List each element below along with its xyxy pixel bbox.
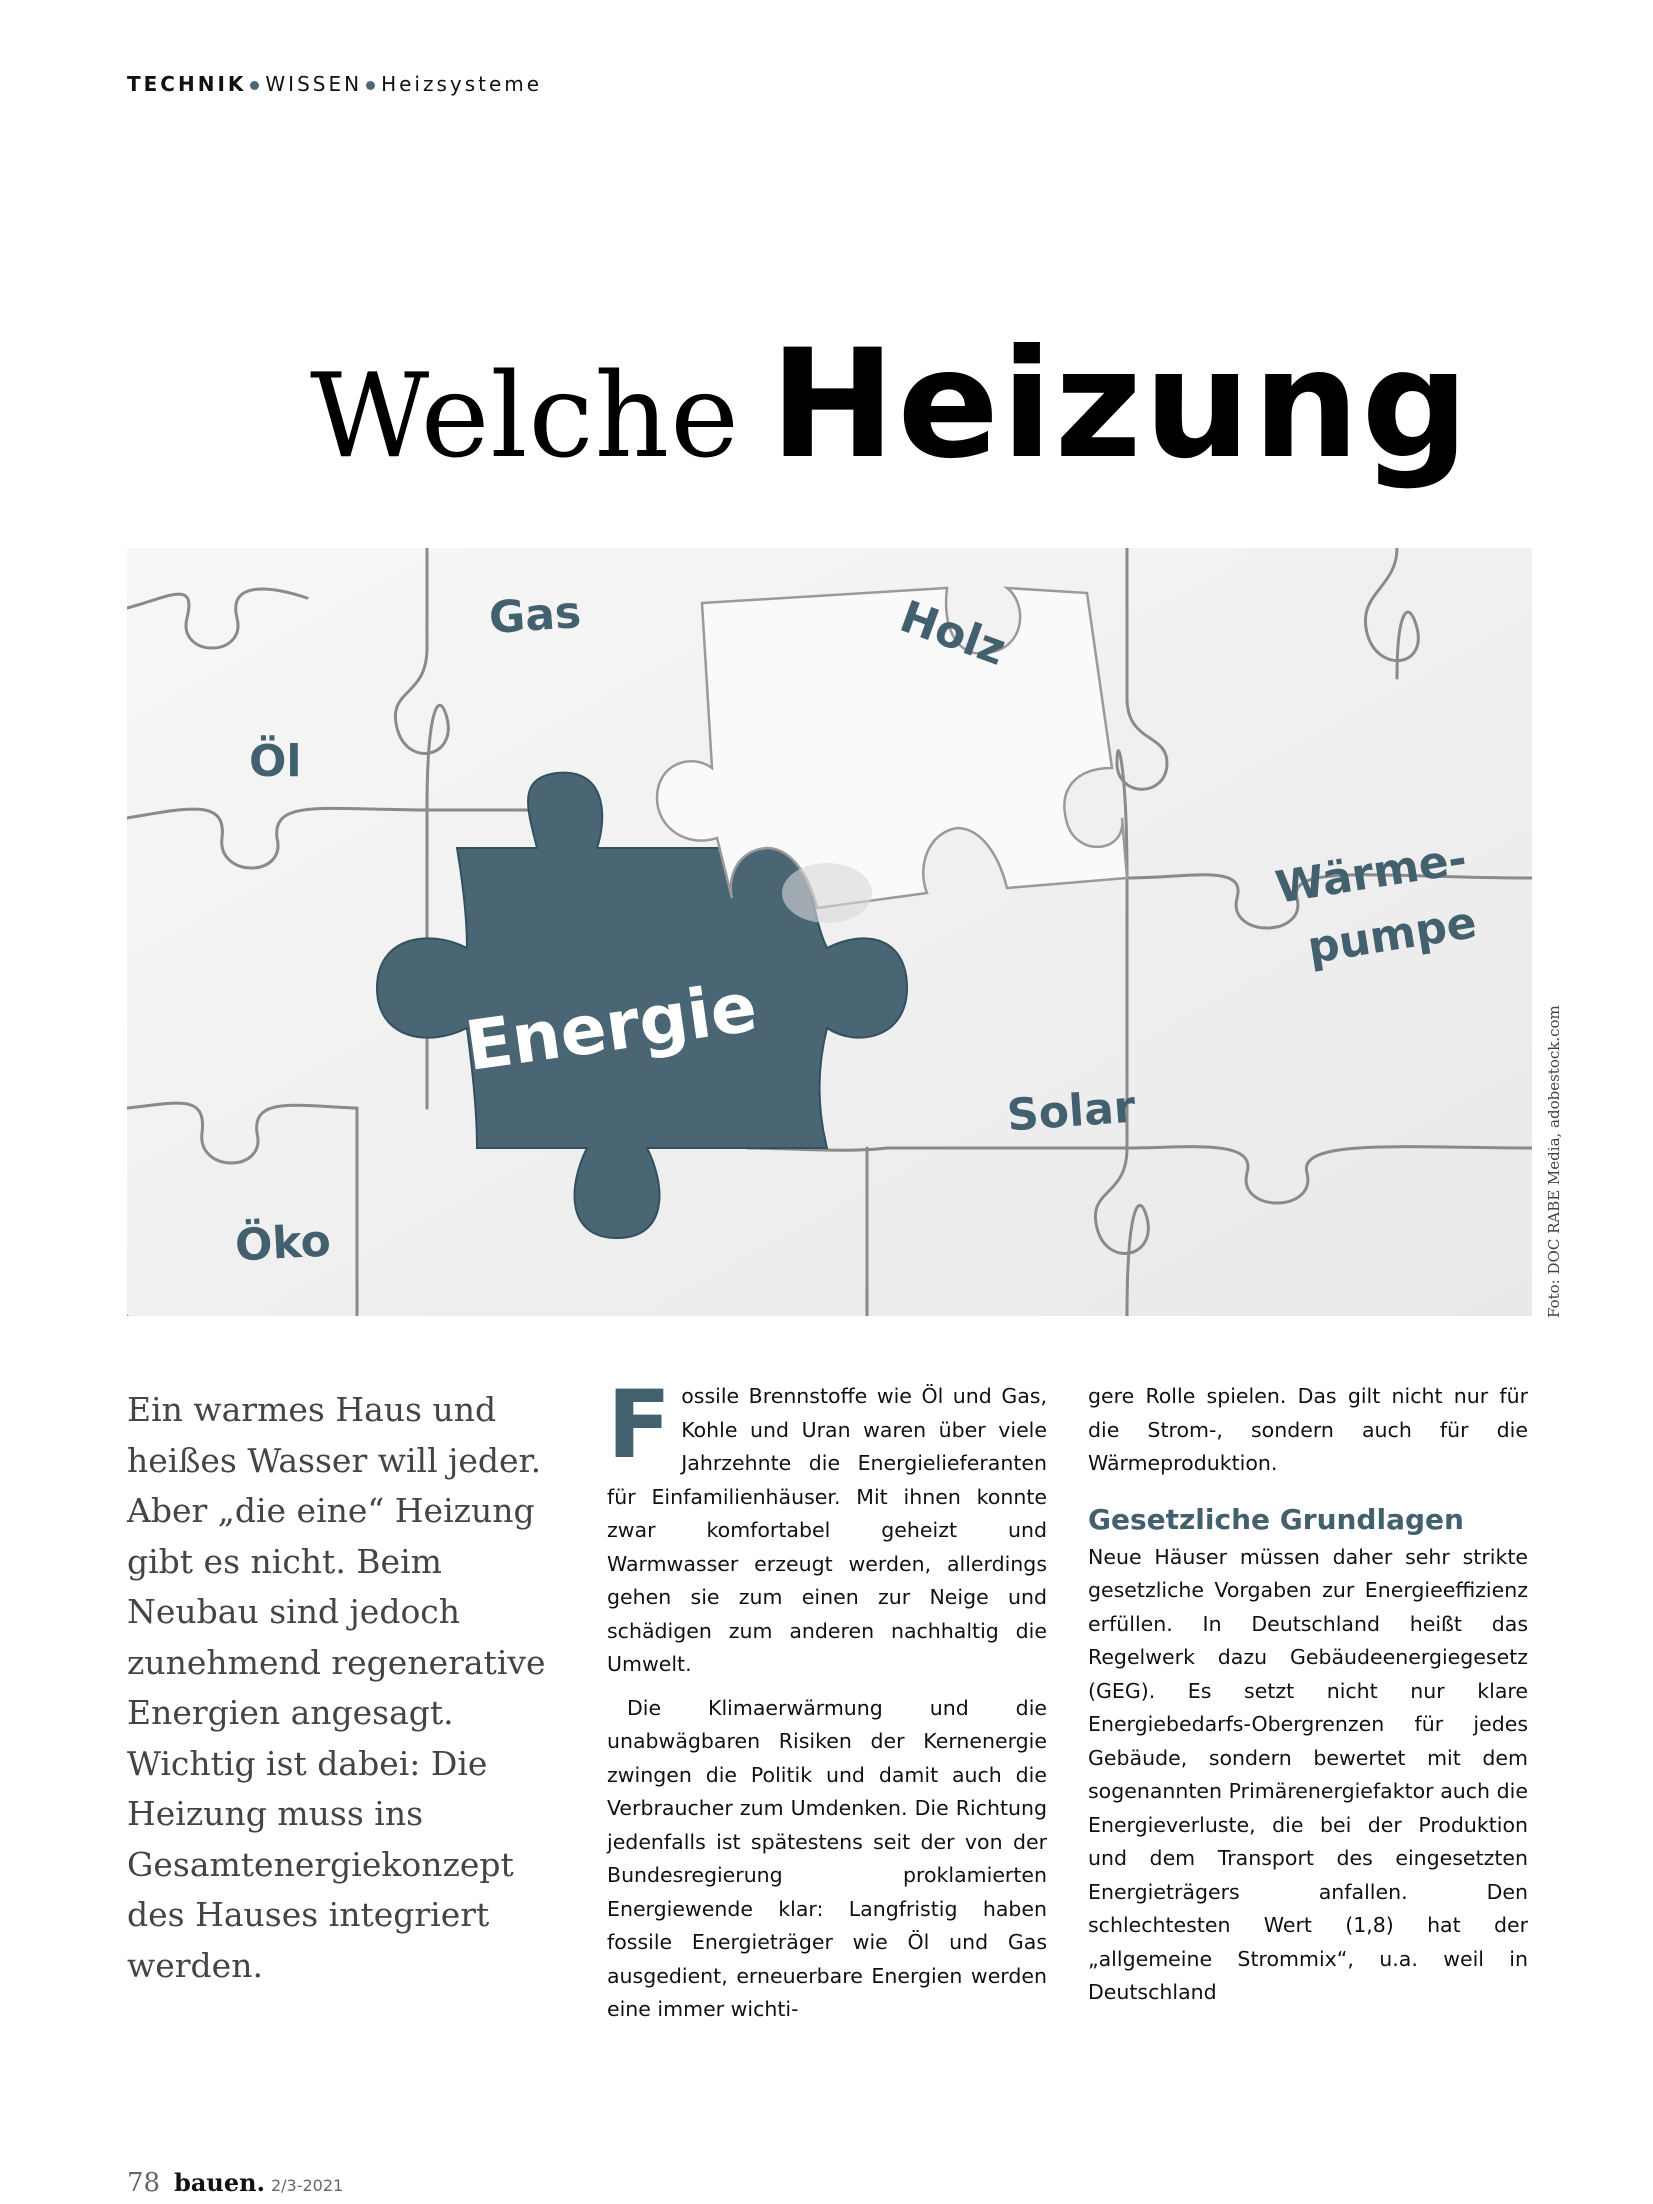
photo-credit: Foto: DOC RABE Media, adobestock.com <box>1545 1005 1563 1318</box>
body-paragraph-1-text: ossile Brennstoffe wie Öl und Gas, Kohle und Uran waren über viele Jahrzehnte die Energielieferanten für Einfamilienhäuser. Mit ihnen konnte zwar komfortabel geheizt und Warmwasser erzeugt werden, allerdings gehen sie zum einen zur Neige und schädigen zum anderen nachhaltig die Umwelt. <box>607 1384 1047 1676</box>
body-column-1 <box>607 1371 1047 2027</box>
kicker-dot-icon <box>250 81 259 90</box>
puzzle-label-gas: Gas <box>487 586 583 645</box>
title-word-heizung: Heizung <box>769 318 1471 492</box>
kicker-topic: Heizsysteme <box>381 72 543 96</box>
kicker-wissen: WISSEN <box>265 72 363 96</box>
page-footer <box>127 2168 343 2198</box>
issue-number: 2/3-2021 <box>270 2176 344 2195</box>
puzzle-label-holz: Holz <box>893 591 1013 676</box>
puzzle-label-solar: Solar <box>1005 1081 1138 1142</box>
hero-puzzle-image <box>127 548 1532 1316</box>
body-paragraph-1 <box>607 1371 1047 1682</box>
title-word-welche: Welche <box>310 349 740 484</box>
puzzle-label-energie: Energie <box>460 968 762 1087</box>
puzzle-label-oel: Öl <box>249 736 302 787</box>
lead-paragraph: Ein warmes Haus und heißes Wasser will jeder. Aber „die eine“ Heizung gibt es nicht. Beim Neubau sind jedoch zunehmend regenerative Energien angesagt. Wichtig ist dabei: Die Heizung muss ins Gesamtenergiekonzept des Hauses integriert werden. <box>127 1390 546 1985</box>
kicker-technik: TECHNIK <box>127 72 247 96</box>
subheading: Gesetzliche Grundlagen <box>1088 1502 1464 1536</box>
body-paragraph-2-continued: gere Rolle spielen. Das gilt nicht nur für die Strom-, sondern auch für die Wärmeproduktion. <box>1088 1384 1528 1475</box>
piece-shadow <box>782 863 872 923</box>
body-column-2 <box>1088 1380 1528 2010</box>
puzzle-label-pumpe: pumpe <box>1304 897 1480 974</box>
kicker-dot-icon <box>366 81 375 90</box>
loose-puzzle-piece <box>657 588 1127 908</box>
magazine-name: bauen. <box>174 2168 265 2197</box>
page-number: 78 <box>127 2168 161 2198</box>
section-kicker <box>127 72 542 96</box>
puzzle-label-waerme: Wärme- <box>1272 833 1471 914</box>
body-paragraph-3: Neue Häuser müssen daher sehr strikte gesetzliche Vorgaben zur Energieeffizienz erfüllen. In Deutschland heißt das Regelwerk dazu Gebäudeenergiegesetz (GEG). Es setzt nicht nur klare Energiebedarfs-Obergrenzen für jedes Gebäude, sondern bewertet mit dem sogenannten Primärenergiefaktor auch die Energieverluste, die bei der Produktion und dem Transport des eingesetzten Energieträgers anfallen. Den schlechtesten Wert (1,8) hat der „allgemeine Strommix“, u.a. weil in Deutschland <box>1088 1544 1528 2004</box>
page-title <box>310 318 1471 492</box>
drop-cap: F <box>607 1371 672 1480</box>
puzzle-label-oeko: Öko <box>233 1215 332 1272</box>
body-paragraph-2: Die Klimaerwärmung und die unabwägbaren Risiken der Kernenergie zwingen die Politik und damit auch die Verbraucher zum Umdenken. Die Richtung jedenfalls ist spätestens seit der von der Bundesregierung proklamierten Energiewende klar: Langfristig haben fossile Energieträger wie Öl und Gas ausgedient, erneuerbare Energien werden eine immer wichti- <box>607 1695 1047 2021</box>
